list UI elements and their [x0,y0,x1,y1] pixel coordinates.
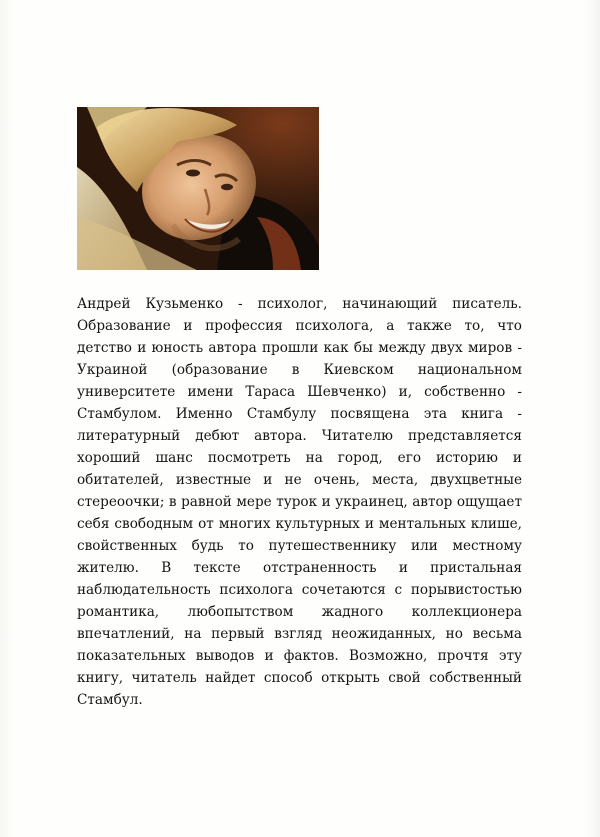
author-bio-text: Андрей Кузьменко - психолог, начинающий писатель. Образование и профессия психолога, а также то, что детство и юность автора прошли как бы между двух миров - Украиной (образование в Киевском национальном университете имени Тараса Шевченко) и, собственно - Стамбулом. Именно Стамбулу посвящена эта книга - литературный дебют автора. Читателю представляется хороший шанс посмотреть на город, его историю и обитателей, известные и не очень, места, двухцветные стереоочки; в равной мере турок и украинец, автор ощущает себя свободным от многих культурных и ментальных клише, свойственных будь то путешественнику или местному жителю. В тексте отстраненность и пристальная наблюдательность психолога сочетаются с порывистостью романтика, любопытством жадного коллекционера впечатлений, на первый взгляд неожиданных, но весьма показательных выводов и фактов. Возможно, прочтя эту книгу, читатель найдет способ открыть свой собственный Стамбул. [77,296,522,708]
author-photo [77,107,319,270]
author-portrait-photo [77,107,319,270]
